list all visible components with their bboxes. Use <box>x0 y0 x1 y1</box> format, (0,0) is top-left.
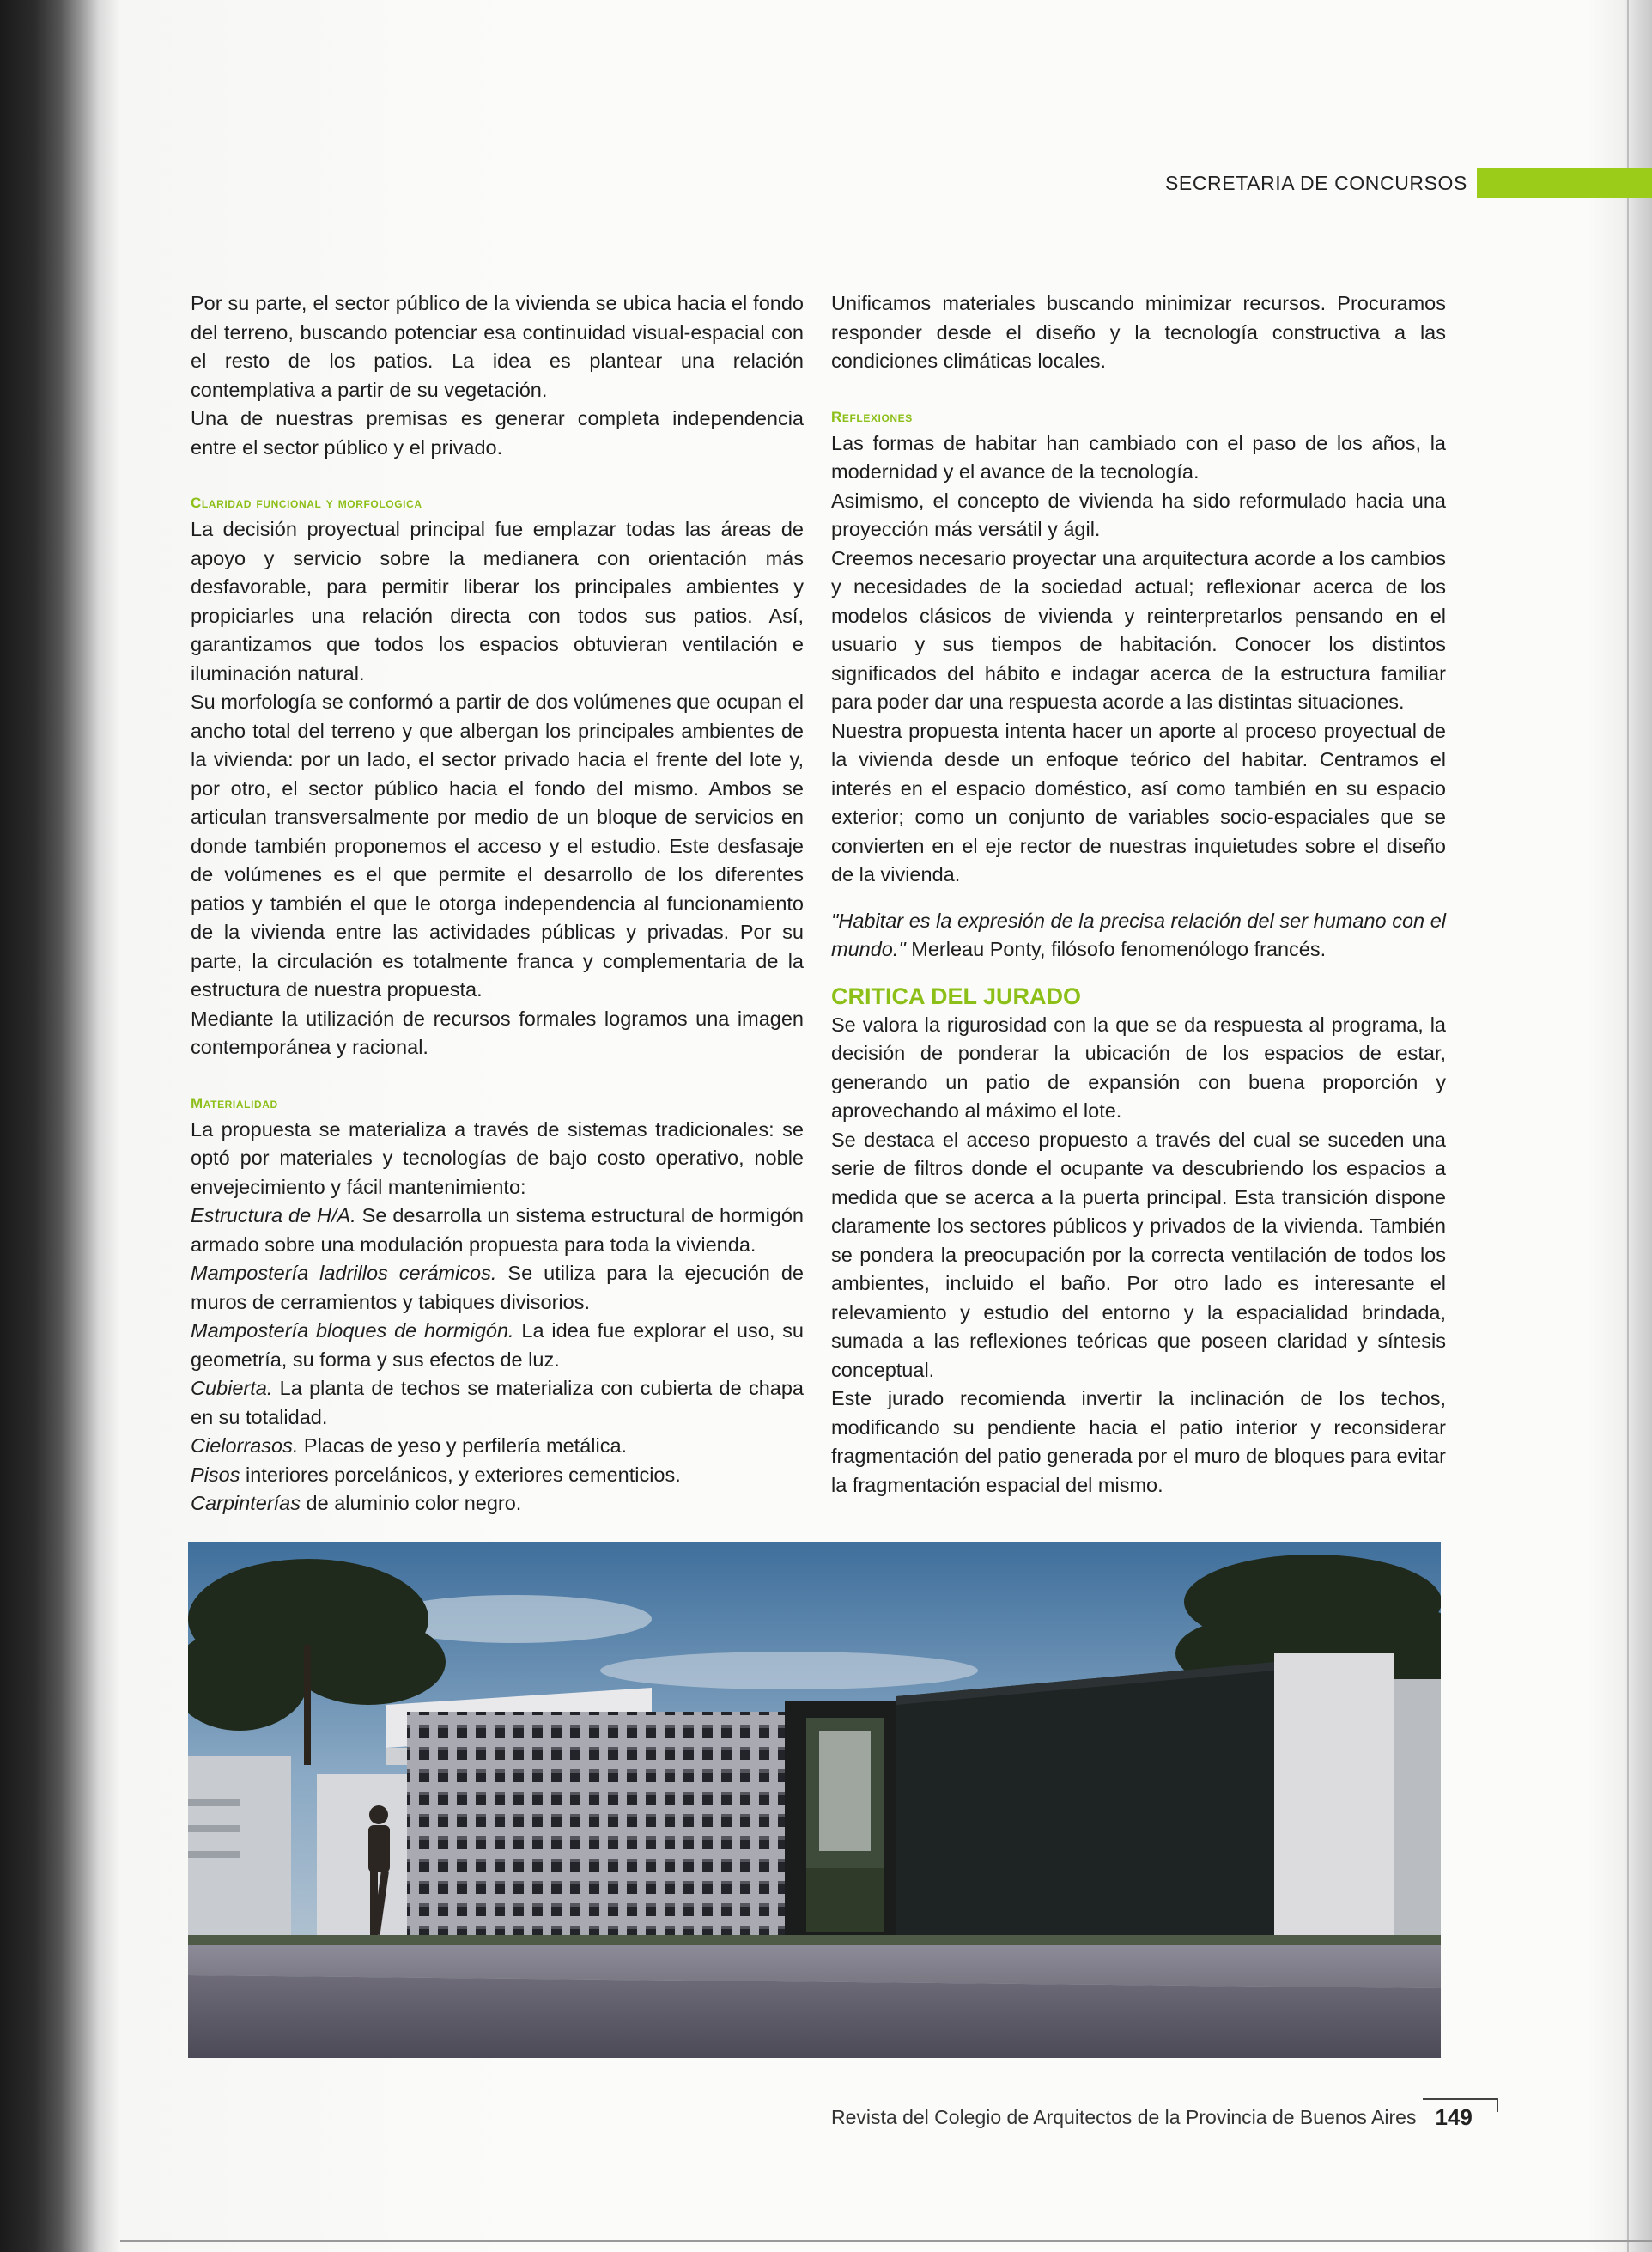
material-item <box>191 1489 804 1519</box>
intro-paragraph: Unificamos materiales buscando minimizar recursos. Procuramos responder desde el diseño y la tecnología constructiva a las condiciones climáticas locales. <box>831 292 1446 372</box>
body-paragraph: Su morfología se conformó a partir de dos volúmenes que ocupan el ancho total del terreno y que albergan los principales ambientes de la vivienda: por un lado, el sector privado hacia el frente del lote y, por otro, el sector público hacia el fondo del mismo. Ambos se articulan transversalmente por medio de un bloque de servicios en donde también proponemos el acceso y el estudio. Este desfasaje de volúmenes es el que permite el desarrollo de los diferentes patios y también el que le otorga independencia al funcionamiento de la vivienda entre las actividades públicas y privadas. Por su parte, la circulación es totalmente franca y complementaria de la estructura de nuestra propuesta. <box>191 691 804 1001</box>
page-number-rule <box>1423 2098 1498 2100</box>
material-item <box>191 1461 804 1490</box>
material-item <box>191 1202 804 1259</box>
material-term: Estructura de H/A. <box>191 1204 356 1226</box>
quote-author: Merleau Ponty, filósofo fenomenólogo francés. <box>905 938 1327 960</box>
material-item <box>191 1317 804 1374</box>
body-paragraph: Este jurado recomienda invertir la inclinación de los techos, modificando su pendiente hacia el patio interior y reconsiderar fragmentación del patio generada por el muro de bloques para evitar la fragmentación espacial del mismo. <box>831 1387 1446 1496</box>
left-column <box>191 289 804 1519</box>
right-column <box>831 289 1446 1500</box>
material-term: Cubierta. <box>191 1377 273 1399</box>
material-text: interiores porcelánicos, y exteriores cementicios. <box>240 1463 681 1486</box>
page-edge <box>1627 0 1629 2252</box>
body-paragraph: La propuesta se materializa a través de sistemas tradicionales: se optó por materiales y tecnologías de bajo costo operativo, noble envejecimiento y fácil mantenimiento: <box>191 1117 804 1198</box>
material-term: Mampostería ladrillos cerámicos. <box>191 1262 497 1284</box>
bottom-rule <box>120 2240 1652 2242</box>
body-paragraph: Se destaca el acceso propuesto a través del cual se suceden una serie de filtros donde el ocupante va descubriendo los espacios a medida que se acerca a la puerta principal. Esta transición dispone claramente los sectores públicos y privados de la vivienda. También se pondera la preocupación por la correcta ventilación de todos los ambientes, incluido el baño. Por otro lado es interesante el relevamiento y estudio del entorno y la espacialidad brindada, sumada a las reflexiones teóricas que poseen claridad y síntesis conceptual. <box>831 1128 1446 1381</box>
reflexiones-heading: Reflexiones <box>831 408 913 425</box>
intro-paragraph: Una de nuestras premisas es generar completa independencia entre el sector público y el privado. <box>191 407 804 459</box>
body-paragraph: La decisión proyectual principal fue emplazar todas las áreas de apoyo y servicio sobre la medianera con orientación más desfavorable, para permitir liberar los principales ambientes y propiciarles una relación directa con todos sus patios. Así, garantizamos que todos los espacios obtuvieran ventilación e iluminación natural. <box>191 518 804 685</box>
material-text: Placas de yeso y perfilería metálica. <box>298 1434 628 1457</box>
body-paragraph: Asimismo, el concepto de vivienda ha sido reformulado hacia una proyección más versátil y ágil. <box>831 489 1446 540</box>
material-item <box>191 1259 804 1317</box>
material-text: de aluminio color negro. <box>301 1492 522 1514</box>
jurado-heading: CRITICA DEL JURADO <box>831 983 1082 1009</box>
quote <box>831 907 1446 965</box>
body-paragraph: Las formas de habitar han cambiado con el paso de los años, la modernidad y el avance de la tecnología. <box>831 431 1446 483</box>
publication-footer: Revista del Colegio de Arquitectos de la Provincia de Buenos Aires <box>831 2106 1417 2128</box>
body-paragraph: Nuestra propuesta intenta hacer un aporte al proceso proyectual de la vivienda desde un enfoque teórico del habitar. Centramos el interés en el espacio doméstico, así como también en su espacio exterior; como un conjunto de variables socio-espaciales que se convierten en el eje rector de nuestras inquietudes sobre el diseño de la vivienda. <box>831 719 1446 886</box>
material-text: Se desarrolla un sistema estructural de hormigón armado sobre una modulación propuesta para toda la vivienda. <box>191 1204 804 1256</box>
material-text: Se utiliza para la ejecución de muros de cerramientos y tabiques divisorios. <box>191 1262 804 1313</box>
material-text: La planta de techos se materializa con cubierta de chapa en su totalidad. <box>191 1377 804 1428</box>
section-accent-bar <box>1477 168 1652 198</box>
material-item <box>191 1432 804 1461</box>
quote-text: "Habitar es la expresión de la precisa relación del ser humano con el mundo." <box>831 909 1446 960</box>
materialidad-heading: Materialidad <box>191 1094 278 1111</box>
body-paragraph: Se valora la rigurosidad con la que se da respuesta al programa, la decisión de ponderar la ubicación de los espacios de estar, generando un patio de expansión con buena proporción y aprovechando al máximo el lote. <box>831 1013 1446 1122</box>
material-item <box>191 1374 804 1432</box>
architectural-render <box>188 1542 1441 2058</box>
body-paragraph: Mediante la utilización de recursos formales logramos una imagen contemporánea y racional. <box>191 1007 804 1058</box>
material-term: Mampostería bloques de hormigón. <box>191 1319 514 1342</box>
body-paragraph: Creemos necesario proyectar una arquitectura acorde a los cambios y necesidades de la sociedad actual; reflexionar acerca de los modelos clásicos de vivienda y reinterpretarlos pensando en el usuario y sus tiempos de habitación. Conocer los distintos significados del hábito e indagar acerca de la estructura familiar para poder dar una respuesta acorde a las distintas situaciones. <box>831 546 1446 713</box>
material-text: La idea fue explorar el uso, su geometría, su forma y sus efectos de luz. <box>191 1319 804 1371</box>
page-number: _149 <box>1423 2104 1473 2130</box>
page-number-tick <box>1497 2098 1498 2112</box>
claridad-heading: Claridad funcional y morfologica <box>191 495 422 511</box>
material-term: Pisos <box>191 1463 240 1486</box>
material-term: Cielorrasos. <box>191 1434 299 1457</box>
section-label: SECRETARIA DE CONCURSOS <box>1164 172 1467 194</box>
intro-paragraph: Por su parte, el sector público de la vivienda se ubica hacia el fondo del terreno, buscando potenciar esa continuidad visual-espacial con el resto de los patios. La idea es plantear una relación contemplativa a partir de su vegetación. <box>191 292 804 401</box>
material-term: Carpinterías <box>191 1492 301 1514</box>
